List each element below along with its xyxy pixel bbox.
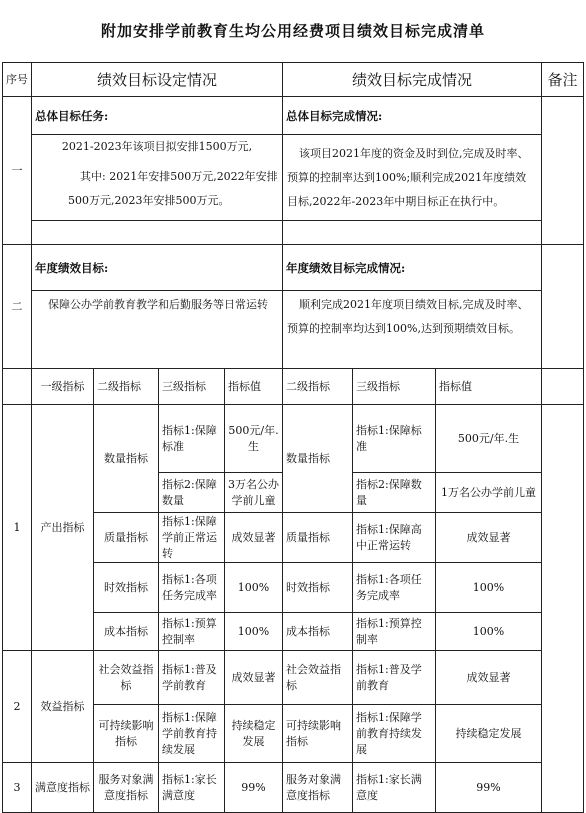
section1-note xyxy=(542,97,584,245)
section1-right-label: 总体目标完成情况: xyxy=(283,97,542,135)
quantity-r-va: 500元/年.生 xyxy=(436,405,542,473)
quantity-va: 500元/年.生 xyxy=(225,405,283,473)
satisfaction-l2: 服务对象满意度指标 xyxy=(94,763,159,813)
satisfaction-r-l2: 服务对象满意度指标 xyxy=(283,763,353,813)
colhead-level2: 二级指标 xyxy=(94,369,159,405)
cost-l2: 成本指标 xyxy=(94,613,159,651)
quality-l3: 指标1:保障学前正常运转 xyxy=(159,513,225,563)
section1-spacer-left xyxy=(32,221,283,245)
timeliness-l3: 指标1:各项任务完成率 xyxy=(159,563,225,613)
section2-left-text: 保障公办学前教育教学和后勤服务等日常运转 xyxy=(32,291,283,369)
sustain-l3: 指标1:保障学前教育持续发展 xyxy=(159,705,225,763)
timeliness-r-l3: 指标1:各项任务完成率 xyxy=(353,563,436,613)
header-seq: 序号 xyxy=(3,63,32,97)
quality-v: 成效显著 xyxy=(225,513,283,563)
timeliness-r-v: 100% xyxy=(436,563,542,613)
colhead-blank xyxy=(3,369,32,405)
social-r-l2: 社会效益指标 xyxy=(283,651,353,705)
social-r-v: 成效显著 xyxy=(436,651,542,705)
colhead-note xyxy=(542,369,584,405)
quality-r-l3: 指标1:保障高中正常运转 xyxy=(353,513,436,563)
sustain-r-l2: 可持续影响指标 xyxy=(283,705,353,763)
colhead-value: 指标值 xyxy=(225,369,283,405)
group3-seq: 3 xyxy=(3,763,32,813)
satisfaction-l3: 指标1:家长满意度 xyxy=(159,763,225,813)
section1-right-text: 该项目2021年度的资金及时到位,完成及时率、预算的控制率达到100%;顺利完成2021年度绩效目标,2022年-2023年中期目标正在执行中。 xyxy=(283,135,542,221)
document-title: 附加安排学前教育生均公用经费项目绩效目标完成清单 xyxy=(100,22,485,40)
quality-r-v: 成效显著 xyxy=(436,513,542,563)
satisfaction-r-v: 99% xyxy=(436,763,542,813)
section1-spacer-right xyxy=(283,221,542,245)
quantity-vb: 3万名公办学前儿童 xyxy=(225,473,283,513)
timeliness-l2: 时效指标 xyxy=(94,563,159,613)
section1-left-line1: 2021-2023年该项目拟安排1500万元, xyxy=(32,135,283,159)
header-completion: 绩效目标完成情况 xyxy=(283,63,542,97)
sustain-v: 持续稳定发展 xyxy=(225,705,283,763)
quantity-r-l3b: 指标2:保障数量 xyxy=(353,473,436,513)
header-setting: 绩效目标设定情况 xyxy=(32,63,283,97)
colhead-level2-r: 二级指标 xyxy=(283,369,353,405)
cost-r-l2: 成本指标 xyxy=(283,613,353,651)
cost-r-v: 100% xyxy=(436,613,542,651)
satisfaction-v: 99% xyxy=(225,763,283,813)
social-l2: 社会效益指标 xyxy=(94,651,159,705)
group2-seq: 2 xyxy=(3,651,32,763)
colhead-level1: 一级指标 xyxy=(32,369,94,405)
group1-name: 产出指标 xyxy=(32,405,94,651)
quantity-r-vb: 1万名公办学前儿童 xyxy=(436,473,542,513)
quantity-r-l2: 数量指标 xyxy=(283,405,353,513)
social-l3: 指标1:普及学前教育 xyxy=(159,651,225,705)
colhead-level3: 三级指标 xyxy=(159,369,225,405)
quantity-l2: 数量指标 xyxy=(94,405,159,513)
section2-right-text: 顺利完成2021年度项目绩效目标,完成及时率、预算的控制率均达到100%,达到预期绩效目标。 xyxy=(283,291,542,369)
sustain-r-v: 持续稳定发展 xyxy=(436,705,542,763)
section2-left-label: 年度绩效目标: xyxy=(32,245,283,291)
section2-right-label: 年度绩效目标完成情况: xyxy=(283,245,542,291)
section2-note xyxy=(542,245,584,369)
quantity-r-l3a: 指标1:保障标准 xyxy=(353,405,436,473)
section2-seq: 二 xyxy=(3,245,32,369)
indicators-note xyxy=(542,405,584,813)
colhead-level3-r: 三级指标 xyxy=(353,369,436,405)
quantity-l3a: 指标1:保障标准 xyxy=(159,405,225,473)
satisfaction-r-l3: 指标1:家长满意度 xyxy=(353,763,436,813)
performance-table xyxy=(2,62,584,813)
group1-seq: 1 xyxy=(3,405,32,651)
cost-v: 100% xyxy=(225,613,283,651)
colhead-value-r: 指标值 xyxy=(436,369,542,405)
timeliness-v: 100% xyxy=(225,563,283,613)
section1-left-line2: 其中: 2021年安排500万元,2022年安排500万元,2023年安排500万元。 xyxy=(32,159,283,221)
social-v: 成效显著 xyxy=(225,651,283,705)
cost-r-l3: 指标1:预算控制率 xyxy=(353,613,436,651)
sustain-l2: 可持续影响指标 xyxy=(94,705,159,763)
quality-l2: 质量指标 xyxy=(94,513,159,563)
quality-r-l2: 质量指标 xyxy=(283,513,353,563)
social-r-l3: 指标1:普及学前教育 xyxy=(353,651,436,705)
group3-name: 满意度指标 xyxy=(32,763,94,813)
sustain-r-l3: 指标1:保障学前教育持续发展 xyxy=(353,705,436,763)
quantity-l3b: 指标2:保障数量 xyxy=(159,473,225,513)
timeliness-r-l2: 时效指标 xyxy=(283,563,353,613)
header-note: 备注 xyxy=(542,63,584,97)
section1-left-label: 总体目标任务: xyxy=(32,97,283,135)
section1-seq: 一 xyxy=(3,97,32,245)
group2-name: 效益指标 xyxy=(32,651,94,763)
cost-l3: 指标1:预算控制率 xyxy=(159,613,225,651)
